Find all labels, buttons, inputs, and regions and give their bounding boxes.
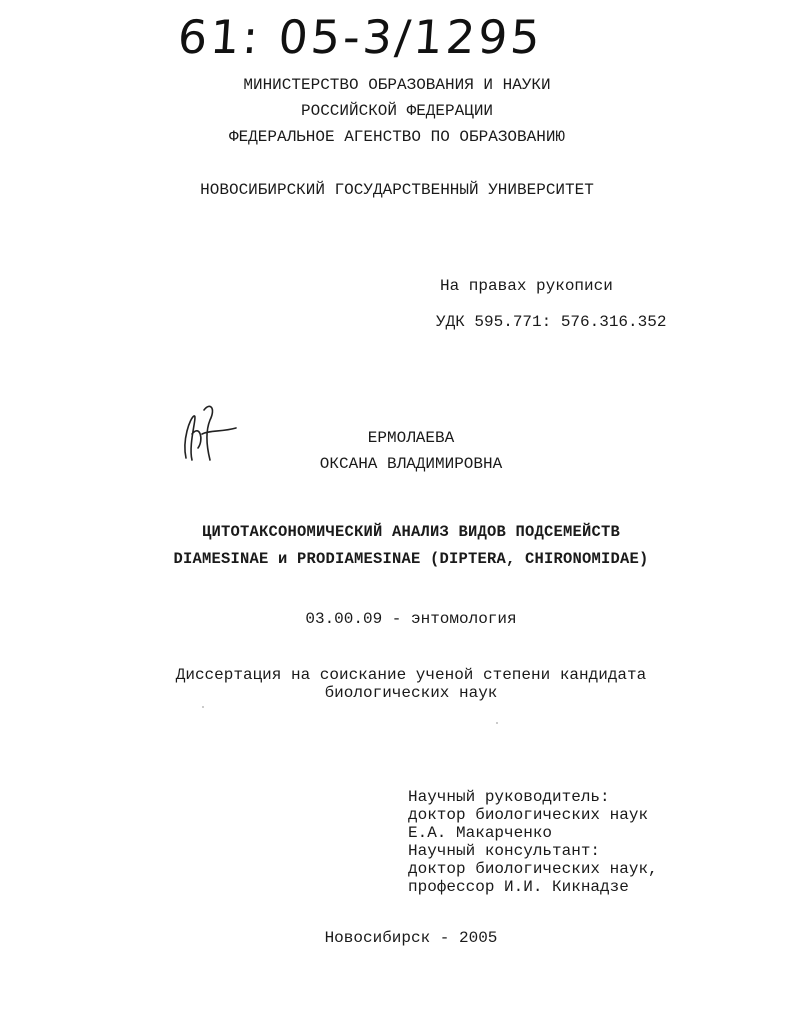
manuscript-rights: На правах рукописи <box>440 277 613 295</box>
supervisor-heading: Научный руководитель: <box>408 788 610 806</box>
title-line-1: ЦИТОТАКСОНОМИЧЕСКИЙ АНАЛИЗ ВИДОВ ПОДСЕМЕЙСТВ <box>201 523 621 541</box>
supervisor-degree: доктор биологических наук <box>408 806 649 824</box>
title-line-2: DIAMESINAE и PRODIAMESINAE (DIPTERA, CHIRONOMIDAE) <box>173 550 649 568</box>
consultant-heading: Научный консультант: <box>408 842 601 860</box>
dissertation-line-1: Диссертация на соискание ученой степени кандидата <box>175 666 647 684</box>
agency-line: ФЕДЕРАЛЬНОЕ АГЕНСТВО ПО ОБРАЗОВАНИЮ <box>228 128 566 146</box>
consultant-degree: доктор биологических наук, <box>408 860 658 878</box>
consultant-name: профессор И.И. Кикнадзе <box>408 878 629 896</box>
scan-speck <box>496 722 498 724</box>
ministry-line-1: МИНИСТЕРСТВО ОБРАЗОВАНИЯ И НАУКИ <box>243 76 551 94</box>
ministry-line-2: РОССИЙСКОЙ ФЕДЕРАЦИИ <box>300 102 494 120</box>
dissertation-line-2: биологических наук <box>324 684 498 702</box>
university-line: НОВОСИБИРСКИЙ ГОСУДАРСТВЕННЫЙ УНИВЕРСИТЕТ <box>200 181 594 199</box>
author-given-names: ОКСАНА ВЛАДИМИРОВНА <box>319 455 503 473</box>
scan-speck <box>202 706 204 708</box>
city-year: Новосибирск - 2005 <box>324 929 498 947</box>
author-surname: ЕРМОЛАЕВА <box>367 429 455 447</box>
handwritten-archive-number: 61: 05-3/1295 <box>176 10 545 64</box>
supervisor-name: Е.А. Макарченко <box>408 824 553 842</box>
udk-code: УДК 595.771: 576.316.352 <box>436 313 667 331</box>
specialty: 03.00.09 - энтомология <box>305 610 517 628</box>
